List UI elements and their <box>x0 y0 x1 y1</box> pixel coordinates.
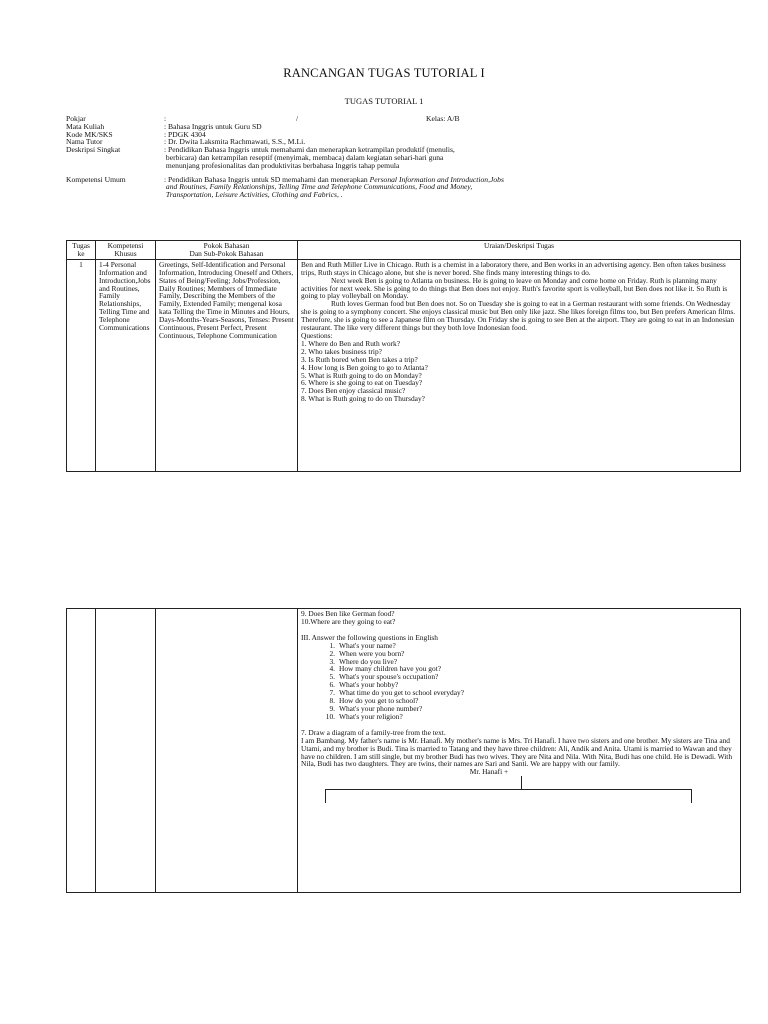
deskripsi-line-2: berbicara) dan ketrampilan reseptif (menyimak, membaca) dalam kegiatan sehari-hari guna <box>165 152 444 162</box>
reading-paragraph-2: Next week Ben is going to Atlanta on business. He is going to leave on Monday and come home on Friday. Ruth is planning many activities for next week. She is going to do things that Ben does not enjoy. Ruth's favorite sport is volleyball, but Ben does not like it. So Ruth is going to play volleyball on Monday. <box>301 275 728 301</box>
kelas-value: Kelas: A/B <box>426 114 460 123</box>
table-header-row <box>67 241 741 260</box>
list-item: 2. When were you born? <box>329 648 405 658</box>
tugas-number-empty <box>67 609 96 893</box>
document-subtitle: TUGAS TUTORIAL 1 <box>344 96 424 106</box>
question-item: 4. How long is Ben going to go to Atlanta? <box>301 362 428 372</box>
table-row <box>67 259 741 471</box>
deskripsi-value <box>164 146 716 169</box>
tugas-number: 1 <box>67 259 96 471</box>
list-item: 4. How many children have you got? <box>329 664 442 674</box>
tree-connector-horizontal <box>325 789 691 790</box>
task-table-page-2 <box>66 608 741 893</box>
family-tree-text: I am Bambang. My father's name is Mr. Hanafi. My mother's name is Mrs. Tri Hanafi. I have two sisters and one brother. My sisters are Tina and Utami, and my brother is Budi. Tina is married to Tatang and they have three children: Ali, Andik and Anita. Utami is married to Wawan and they have no children. I am still single, but my brother Budi has two wives. They are Nita and Nila. With Nita, Budi has one child. He is Dewadi. With Nila, Budi has two daughters. They are twins, their names are Sari and Santi. We are happy with our family. <box>301 735 733 769</box>
pokjar-label: Pokjar <box>66 114 86 123</box>
reading-paragraph-3: Ruth loves German food but Ben does not. So on Tuesday she is going to eat in a German restaurant with some friends. On Wednesday she is going to a symphony concert. She enjoys classical music but Ben only like jazz. She likes foreign films too, but Ben prefers American films. Therefore, she is going to see a Japanese film on Thursday. On Friday she is going to see Ben at the airport. They are going to eat in an Indonesian restaurant. The like very different things but they both love Indonesian food. <box>301 299 736 333</box>
task-table-page-1 <box>66 240 741 472</box>
family-tree-root: Mr. Hanafi + <box>469 767 509 777</box>
kode-label: Kode MK/SKS <box>66 129 113 139</box>
kompetensi-umum-topics-3: Transportation, Leisure Activities, Clothing and Fabrics, . <box>165 190 343 200</box>
pokok-bahasan-empty <box>156 609 298 893</box>
tutor-value: : Dr. Dwita Laksmita Rachmawati, S.S., M.Li. <box>164 137 306 147</box>
question-item: 2. Who takes business trip? <box>301 346 382 356</box>
document-title: RANCANGAN TUGAS TUTORIAL I <box>283 66 485 80</box>
pokjar-slash: / <box>296 114 299 123</box>
deskripsi-line-3: menunjang profesionalitas dan produktivitas berbahasa Inggris tahap pemula <box>165 160 400 170</box>
question-item: 9. Does Ben like German food? <box>301 609 395 618</box>
header-tugas: Tugas ke <box>67 241 96 260</box>
pokok-bahasan-cell: Greetings, Self-Identification and Personal Information, Introducing Oneself and Others, States of Being/Feeling; Jobs/Profession, Daily Routines; Members of Immediate Family, Describing the Members of the Family, Extended Family; mengenal kosa kata Telling the Time in Minutes and Hours, Days-Months-Years-Seasons, Tenses: Present Continuous, Present Perfect, Present Continuous, Telephone Communication <box>156 259 298 471</box>
question-item: 10.Where are they going to eat? <box>301 616 396 626</box>
list-item: 3. Where do you live? <box>329 656 398 666</box>
list-item: 5. What's your spouse's occupation? <box>329 672 439 682</box>
family-tree-task: 7. Draw a diagram of a family-tree from the text. <box>301 727 446 737</box>
matkul-value: : Bahasa Inggris untuk Guru SD <box>164 121 262 131</box>
question-item: 5. What is Ruth going to do on Monday? <box>301 370 422 380</box>
kompetensi-umum-topics-2: and Routines, Family Relationships, Telling Time and Telephone Communications, Food and Money, <box>165 182 473 192</box>
pokjar-value: : <box>164 114 167 123</box>
reading-paragraph-1: Ben and Ruth Miller Live in Chicago. Ruth is a chemist in a laboratory there, and Ben works in an advertising agency. Ben often takes business trips, Ruth stays in Chicago alone, but she is never bored. She finds many interesting things to do. <box>301 259 726 277</box>
deskripsi-label: Deskripsi Singkat <box>66 145 121 155</box>
question-item: 6. Where is she going to eat on Tuesday? <box>301 378 423 388</box>
questions-label: Questions: <box>301 330 333 340</box>
list-item: 8. How do you get to school? <box>329 696 419 706</box>
kode-value: : PDGK 4304 <box>164 129 206 139</box>
kompetensi-umum-label: Kompetensi Umum <box>66 174 126 184</box>
personal-question-list <box>301 642 737 721</box>
kompetensi-umum-topics-1: Personal Information and Introduction,Jobs <box>369 174 504 184</box>
kompetensi-umum-prefix: : Pendidikan Bahasa Inggris untuk SD memahami dan menerapkan <box>164 174 370 184</box>
question-item: 1. Where do Ben and Ruth work? <box>301 338 400 348</box>
uraian-cell-continued <box>298 609 741 893</box>
list-item: 9. What's your phone number? <box>329 703 423 713</box>
table-row <box>67 609 741 893</box>
list-item: 10. What's your religion? <box>325 711 403 721</box>
tutor-label: Nama Tutor <box>66 137 103 147</box>
question-item: 3. Is Ruth bored when Ben takes a trip? <box>301 354 418 364</box>
course-info <box>66 115 716 199</box>
tree-connector-left <box>325 789 326 803</box>
header-pokok-line-2: Dan Sub-Pokok Bahasan <box>189 248 264 258</box>
section-three-heading: III. Answer the following questions in English <box>301 632 438 642</box>
header-pokok-line-1: Pokok Bahasan <box>203 241 250 250</box>
header-uraian: Uraian/Deskripsi Tugas <box>298 241 741 260</box>
list-item: 1. What's your name? <box>329 640 396 650</box>
kompetensi-khusus-cell: 1-4 Personal Information and Introduction,Jobs and Routines, Family Relationships, Telling Time and Telephone Communications <box>96 259 156 471</box>
tree-connector-right <box>691 789 692 803</box>
tree-connector-vertical <box>521 776 522 789</box>
list-item: 6. What's your hobby? <box>329 680 399 690</box>
family-tree-diagram <box>301 776 737 810</box>
deskripsi-line-1: : Pendidikan Bahasa Inggris untuk memahami dan menerapkan ketrampilan produktif (menulis, <box>164 145 455 155</box>
matkul-label: Mata Kuliah <box>66 121 105 131</box>
kompetensi-umum-value <box>164 176 716 199</box>
list-item: 7. What time do you get to school everyday? <box>329 688 464 698</box>
kompetensi-khusus-empty <box>96 609 156 893</box>
question-item: 8. What is Ruth going to do on Thursday? <box>301 394 425 404</box>
question-item: 7. Does Ben enjoy classical music? <box>301 386 406 396</box>
question-list <box>301 340 737 403</box>
header-pokok-bahasan <box>156 241 298 260</box>
uraian-cell <box>298 259 741 471</box>
header-kompetensi-khusus: Kompetensi Khusus <box>96 241 156 260</box>
